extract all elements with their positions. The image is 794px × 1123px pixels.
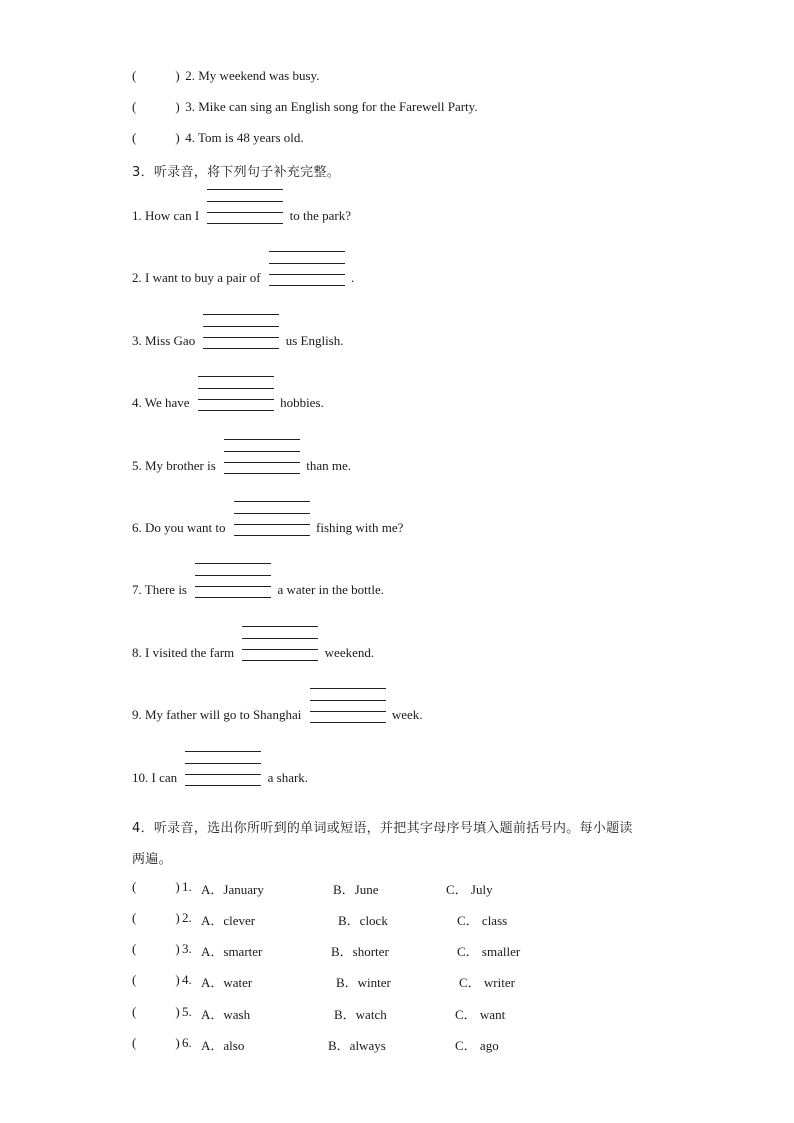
fill-item-6: 6. Do you want to fishing with me?: [132, 520, 403, 536]
answer-bracket[interactable]: ( ): [132, 972, 180, 987]
answer-blank[interactable]: [203, 333, 279, 345]
option-c: C． July: [446, 882, 493, 897]
answer-bracket[interactable]: ( ): [132, 99, 180, 114]
answer-blank[interactable]: [224, 458, 300, 470]
option-a: A．also: [201, 1038, 245, 1053]
option-c: C． want: [455, 1007, 506, 1022]
option-a: A．clever: [201, 913, 256, 928]
judge-item-2: [132, 68, 319, 84]
answer-blank[interactable]: [198, 395, 274, 407]
fill-item-5: 5. My brother is than me.: [132, 458, 351, 474]
answer-blank[interactable]: [185, 770, 261, 782]
option-b: B．June: [333, 882, 379, 897]
option-b: B．watch: [334, 1007, 387, 1022]
option-a: A．wash: [201, 1007, 251, 1022]
option-b: B．shorter: [331, 944, 389, 959]
choice-item-5: ( ) 5. A．wash B．watch C． want: [132, 1004, 506, 1022]
fill-item-7: 7. There is a water in the bottle.: [132, 582, 384, 598]
answer-blank[interactable]: [269, 270, 345, 282]
answer-bracket[interactable]: ( ): [132, 1035, 180, 1050]
option-c: C． class: [457, 913, 508, 928]
answer-blank[interactable]: [207, 208, 283, 220]
choice-item-2: ( ) 2. A．clever B．clock C． class: [132, 910, 508, 928]
item-text: Tom is 48 years old.: [198, 130, 304, 145]
answer-bracket[interactable]: ( ): [132, 130, 180, 145]
answer-bracket[interactable]: ( ): [132, 1004, 180, 1019]
answer-blank[interactable]: [310, 707, 386, 719]
fill-item-1: 1. How can I to the park?: [132, 208, 351, 224]
answer-blank[interactable]: [242, 645, 318, 657]
judge-item-4: [132, 130, 304, 146]
choice-item-6: ( ) 6. A．also B．always C． ago: [132, 1035, 499, 1053]
answer-bracket[interactable]: ( ): [132, 68, 180, 83]
fill-item-10: 10. I can a shark.: [132, 770, 308, 786]
answer-bracket[interactable]: ( ): [132, 910, 180, 925]
option-b: B．winter: [336, 975, 391, 990]
option-c: C． writer: [459, 975, 515, 990]
option-a: A．water: [201, 975, 253, 990]
option-a: A．January: [201, 882, 264, 897]
fill-item-4: 4. We have hobbies.: [132, 395, 324, 411]
option-a: A．smarter: [201, 944, 263, 959]
answer-blank[interactable]: [234, 520, 310, 532]
item-number: 2.: [185, 68, 195, 83]
answer-blank[interactable]: [195, 582, 271, 594]
choice-item-4: ( ) 4. A．water B．winter C． writer: [132, 972, 515, 990]
option-c: C． ago: [455, 1038, 499, 1053]
item-text: My weekend was busy.: [198, 68, 320, 83]
choice-item-1: ( ) 1. A．January B．June C． July: [132, 879, 493, 897]
answer-bracket[interactable]: ( ): [132, 941, 180, 956]
fill-item-8: 8. I visited the farm weekend.: [132, 645, 374, 661]
option-c: C． smaller: [457, 944, 521, 959]
section4-title: 4．听录音，选出你所听到的单词或短语，并把其字母序号填入题前括号内。每小题读: [132, 821, 633, 836]
answer-bracket[interactable]: ( ): [132, 879, 180, 894]
judge-item-3: [132, 99, 478, 115]
item-number: 4.: [185, 130, 195, 145]
fill-item-9: 9. My father will go to Shanghai week.: [132, 707, 423, 723]
fill-item-2: 2. I want to buy a pair of .: [132, 270, 354, 286]
item-text: Mike can sing an English song for the Farewell Party.: [198, 99, 478, 114]
option-b: B．always: [328, 1038, 386, 1053]
section3-title: 3．听录音，将下列句子补充完整。: [132, 165, 341, 180]
option-b: B．clock: [338, 913, 388, 928]
choice-item-3: ( ) 3. A．smarter B．shorter C． smaller: [132, 941, 521, 959]
fill-item-3: 3. Miss Gao us English.: [132, 333, 344, 349]
section4-title-cont: 两遍。: [132, 852, 172, 867]
item-number: 3.: [185, 99, 195, 114]
